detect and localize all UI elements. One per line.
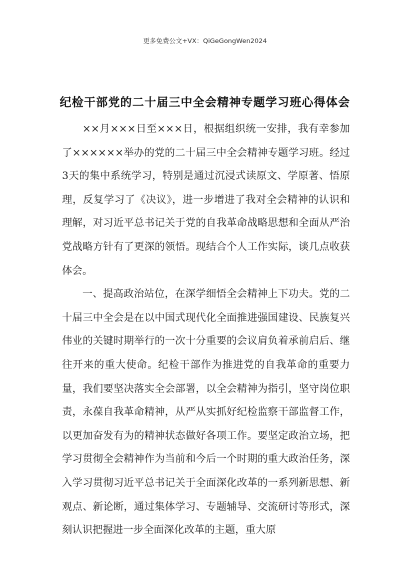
header-note: 更多免费公文+VX：QiGeGongWen2024	[143, 37, 267, 45]
paragraph-section-one: 一、提高政治站位，在深学细悟全会精神上下功夫。党的二十届三中全会是在以中国式现代化全面推进强国建设、民族复兴伟业的关键时期举行的一次十分重要的会议肩负着承前启后、继往开来的重大使命。纪检干部作为推进党的自我革命的重要力量，我们要坚决落实全会部署，以全会精神为指引，坚守岗位职责，永葆自我革命精神，从严从实抓好纪检监察干部监督工作，以更加奋发有为的精神状态做好各项工作。要坚定政治立场，把学习贯彻全会精神作为当前和今后一个时期的重大政治任务，深入学习贯彻习近平总书记关于全面深化改革的一系列新思想、新观点、新论断，通过集体学习、专题辅导、交流研讨等形式，深刻认识把握进一步全面深化改革的主题，重大原	[62, 289, 350, 537]
paragraph-intro: ××月×××日至×××日，根据组织统一安排，我有幸参加了××××××举办的党的二十届三中全会精神专题学习班。经过3天的集中系统学习，特别是通过沉浸式读原文、学原著、悟原理，反复学习了《决议》，进一步增进了我对全会精神的认识和理解，对习近平总书记关于党的自我革命战略思想和全面从严治党战略方针有了更深的领悟。现结合个人工作实际，谈几点收获体会。	[62, 124, 350, 277]
document-body	[62, 118, 350, 543]
page-title: 纪检干部党的二十届三中全会精神专题学习班心得体会	[59, 95, 351, 109]
